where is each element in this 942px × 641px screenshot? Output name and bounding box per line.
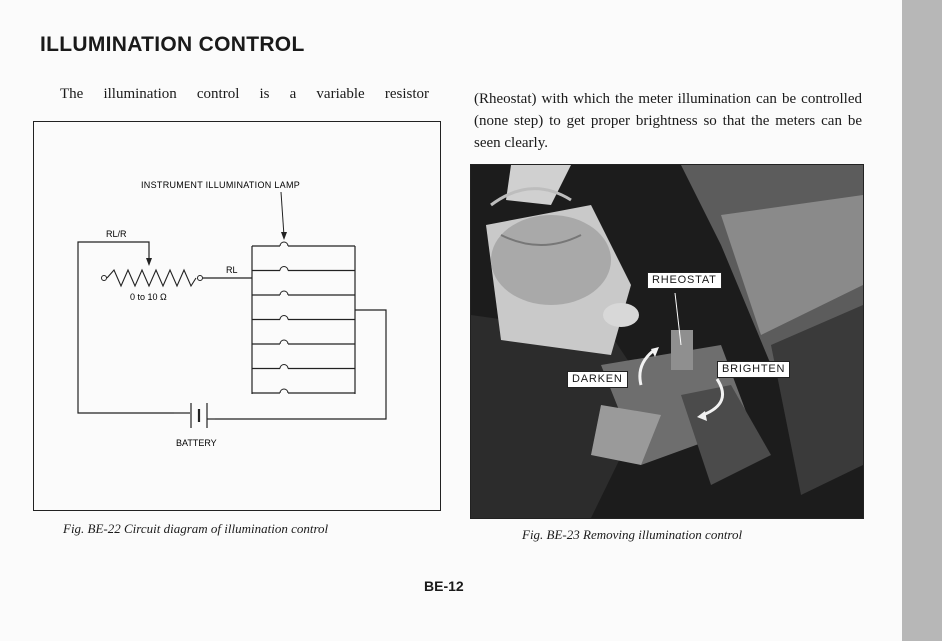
- body-text-right: (Rheostat) with which the meter illumination can be controlled (none step) to get proper brightness so that the meters can be seen clearly.: [474, 91, 862, 151]
- figure-caption-left: Fig. BE-22 Circuit diagram of illumination control: [63, 521, 329, 536]
- body-text-left: The illumination control is a variable resistor: [60, 86, 429, 102]
- lamp-bulb: [280, 316, 288, 320]
- lamp-bulb: [280, 340, 288, 344]
- label-brighten: BRIGHTEN: [717, 361, 790, 378]
- resistor-symbol: [107, 270, 196, 286]
- resistor-range-label: 0 to 10 Ω: [130, 292, 167, 302]
- resistor-terminal-right: [198, 276, 203, 281]
- label-darken: DARKEN: [567, 371, 628, 388]
- section-title: ILLUMINATION CONTROL: [40, 33, 305, 56]
- lamp-bulb: [280, 389, 288, 393]
- lamp-bulb: [280, 365, 288, 369]
- circuit-diagram: [33, 121, 441, 511]
- wire-rlr: [78, 242, 174, 413]
- wiper-arrow: [146, 258, 152, 266]
- lamp-label-arrow: [281, 192, 284, 236]
- resistor-terminal-left: [102, 276, 107, 281]
- page-number: BE-12: [424, 578, 464, 594]
- lamp-label: INSTRUMENT ILLUMINATION LAMP: [141, 180, 301, 190]
- figure-caption-right: Fig. BE-23 Removing illumination control: [522, 527, 743, 542]
- wire-return: [215, 310, 386, 419]
- label-rheostat: RHEOSTAT: [647, 272, 722, 289]
- wire-label-rlr: RL/R: [106, 229, 127, 239]
- lamp-array: [252, 242, 355, 393]
- rheostat-photo: [470, 164, 864, 519]
- wire-label-rl: RL: [226, 265, 238, 275]
- lamp-label-arrowhead: [281, 232, 287, 240]
- page-edge-strip: [902, 0, 942, 641]
- rheostat-photo-illustration: [471, 165, 863, 518]
- lamp-bulb: [280, 267, 288, 271]
- battery-label: BATTERY: [176, 438, 217, 448]
- lamp-bulb: [280, 291, 288, 295]
- circuit-diagram-svg: [34, 122, 440, 510]
- lamp-bulb: [280, 242, 288, 246]
